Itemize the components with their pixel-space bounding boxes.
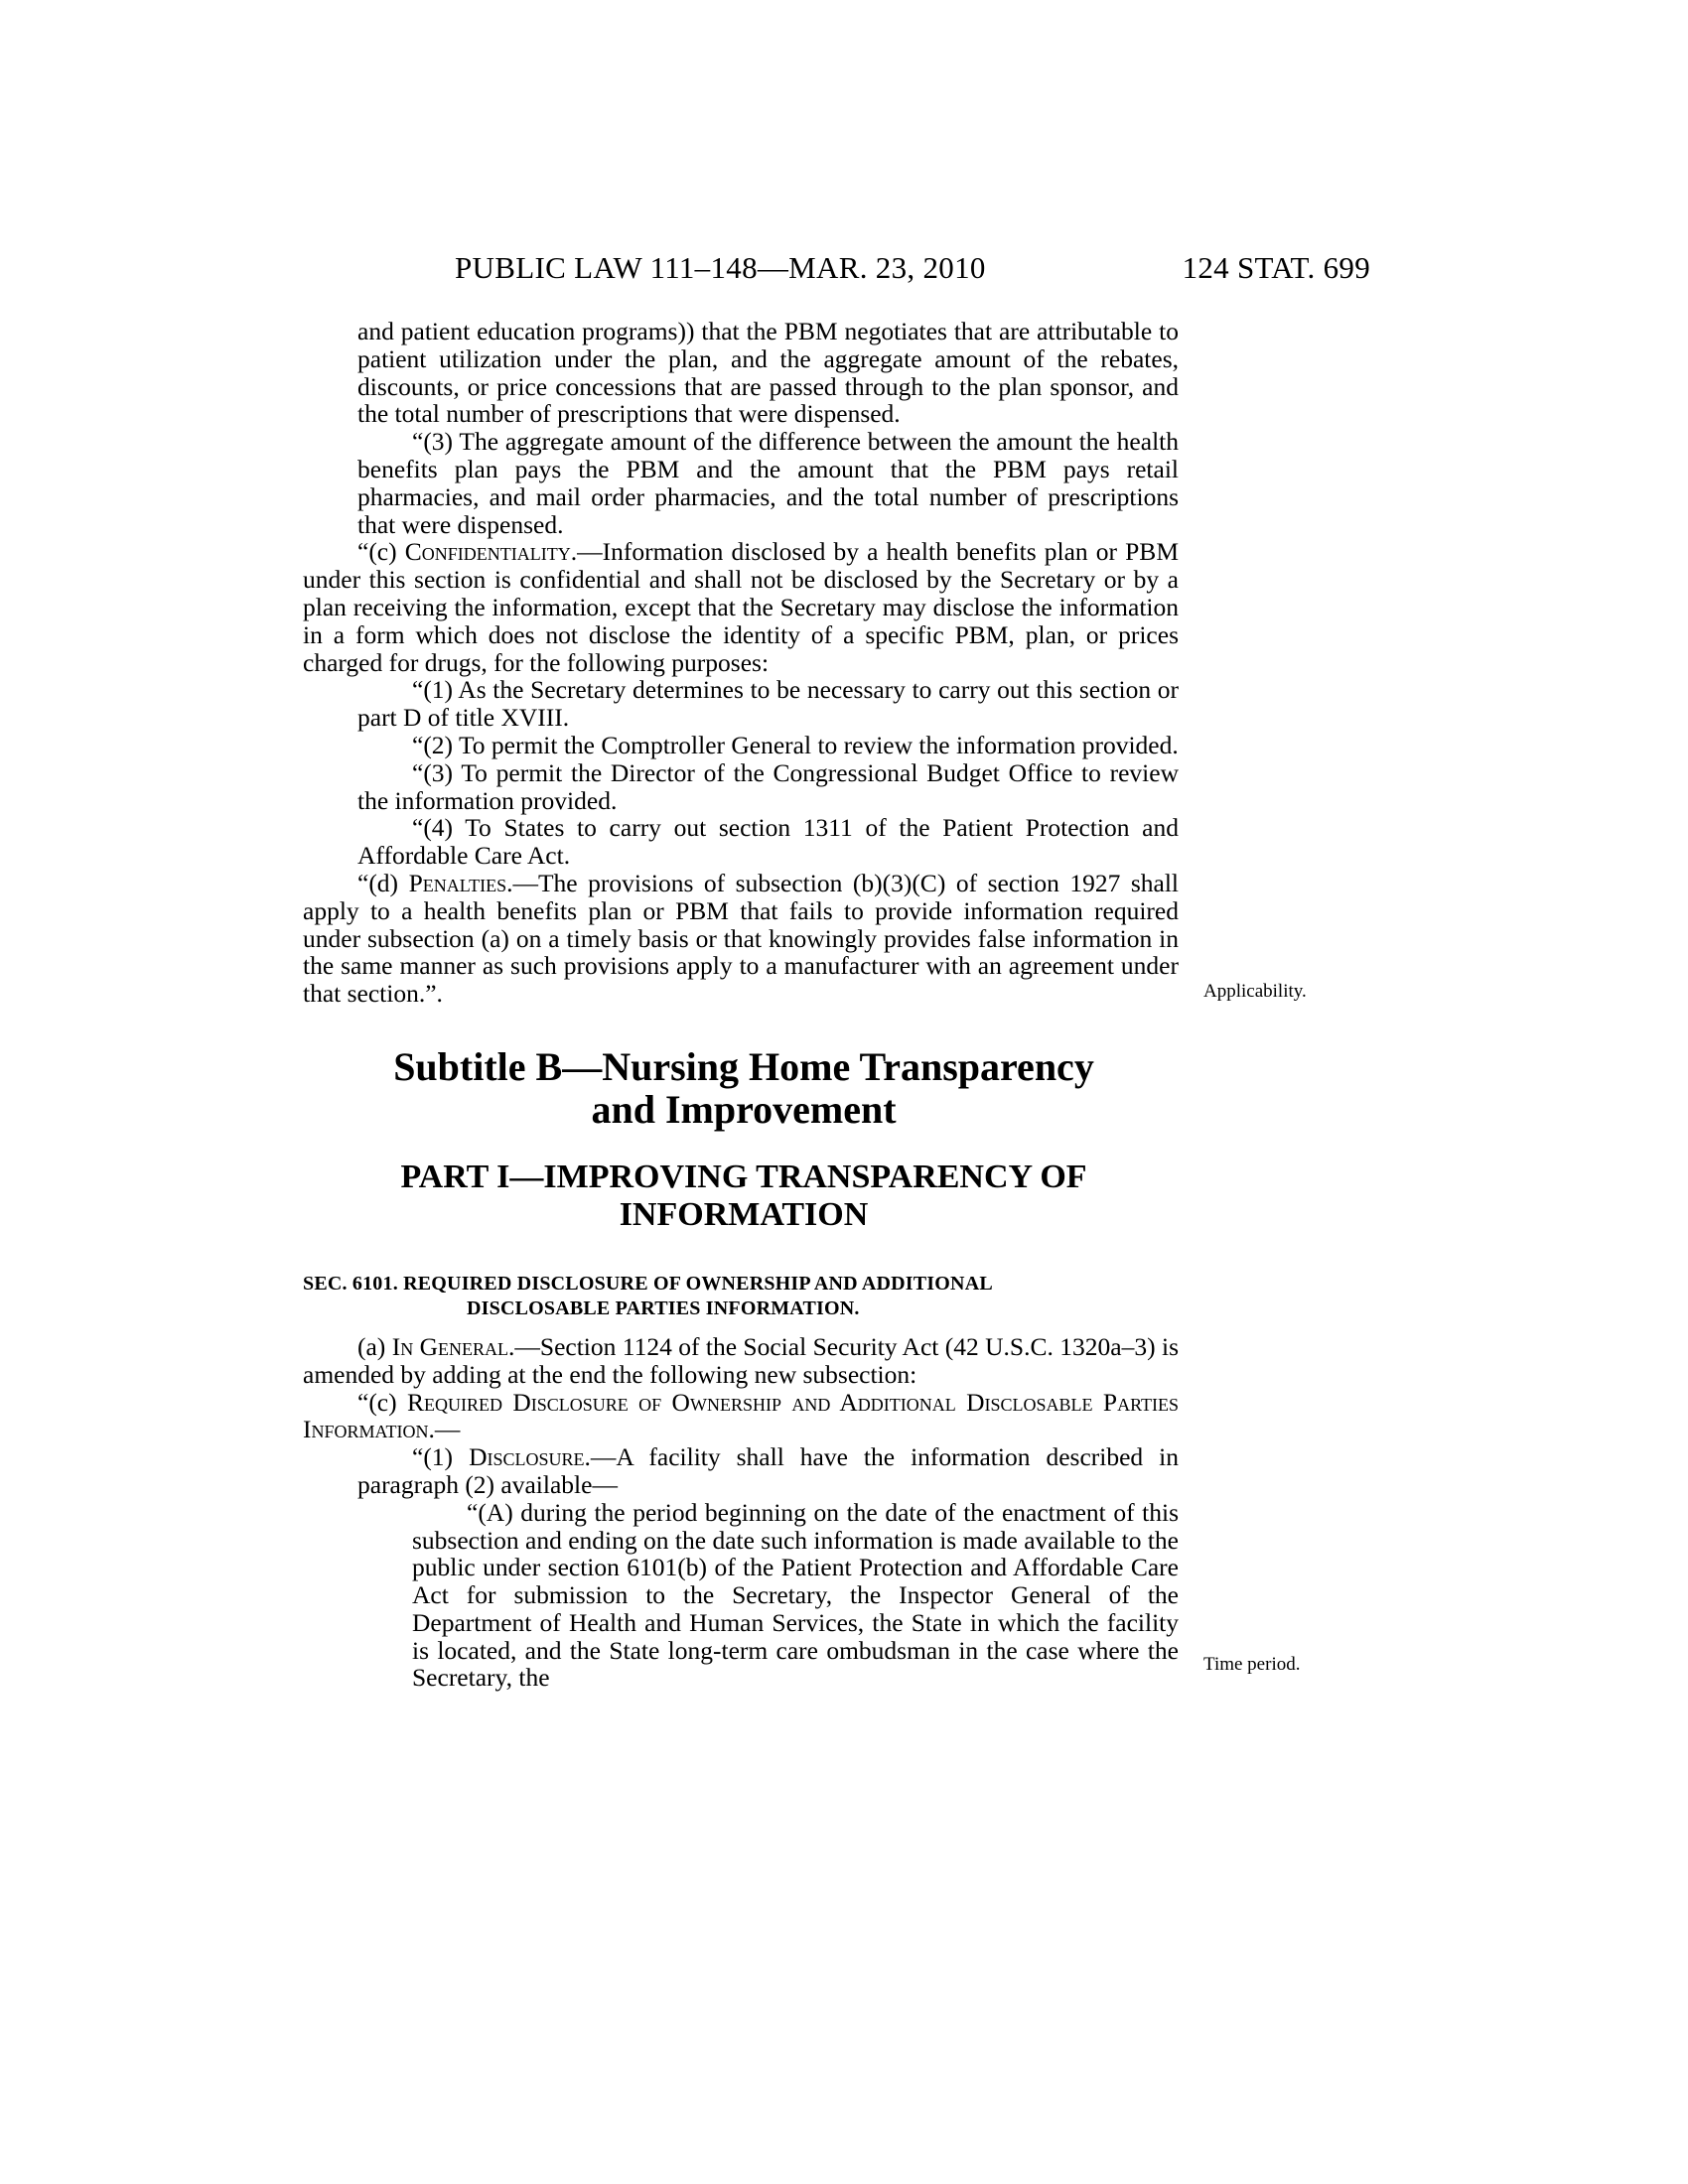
penalties-heading: Penalties [408, 868, 507, 897]
section-heading [303, 1272, 1179, 1321]
disclosure-text: .—A facility shall have the information described in paragraph (2) available— [357, 1442, 1180, 1499]
penalties-text: .—The provisions of subsection (b)(3)(C) of section 1927 shall apply to a health benefits plan or PBM that fails to provide information required under subsection (a) on a timely basis or that knowingly provides false information in the same manner as such provisions apply to a manufacturer with an agreement under that section.”. [303, 868, 1180, 1009]
section-heading-line-1: SEC. 6101. REQUIRED DISCLOSURE OF OWNERSHIP AND ADDITIONAL [303, 1272, 993, 1295]
paragraph-continuation: and patient education programs)) that the PBM negotiates that are attributable to patient utilization under the plan, and the aggregate amount of the rebates, discounts, or price concessions that are passed through to the plan sponsor, and the total number of prescriptions that were dispensed. [357, 317, 1179, 429]
margin-note-applicability: Applicability. [1203, 981, 1307, 1002]
subtitle-line-2: and Improvement [591, 1086, 897, 1132]
part-line-2: INFORMATION [619, 1195, 869, 1233]
header-stat-page: 124 STAT. 699 [1182, 250, 1370, 285]
in-general-lead: (a) [357, 1331, 386, 1361]
disclosure-heading: Disclosure [469, 1442, 585, 1472]
section-heading-line-2: DISCLOSABLE PARTIES INFORMATION. [467, 1297, 860, 1319]
disclosure-lead: “(1) [412, 1442, 454, 1472]
confidentiality-lead: “(c) [357, 537, 397, 567]
paragraph-purpose-1: “(1) As the Secretary determines to be necessary to carry out this section or part D of title XVIII. [357, 675, 1179, 733]
paragraph-penalties [303, 870, 1179, 1008]
margin-note-time-period: Time period. [1203, 1654, 1301, 1675]
paragraph-item-3: “(3) The aggregate amount of the difference between the amount the health benefits plan pays the PBM and the amount that the PBM pays retail pharmacies, and mail order pharmacies, and the total number of prescriptions that were dispensed. [357, 427, 1179, 539]
part-heading [303, 1159, 1179, 1234]
required-disclosure-text: .— [428, 1415, 461, 1444]
penalties-lead: “(d) [357, 868, 399, 897]
in-general-heading: In General [391, 1331, 509, 1361]
confidentiality-text: .—Information disclosed by a health benefits plan or PBM under this section is confidential and shall not be disclosed by the Secretary or by a plan receiving the information, except that the Secretary may disclose the information in a form which does not disclose the identity of a specific PBM, plan, or prices charged for drugs, for the following purposes: [303, 537, 1179, 677]
paragraph-purpose-4: “(4) To States to carry out section 1311 of the Patient Protection and Affordable Care Act. [357, 813, 1179, 871]
paragraph-purpose-3: “(3) To permit the Director of the Congressional Budget Office to review the information provided. [357, 757, 1179, 815]
paragraph-in-general [303, 1333, 1179, 1389]
document-body [303, 318, 1179, 1692]
paragraph-confidentiality [303, 538, 1179, 676]
in-general-text: .—Section 1124 of the Social Security Act (42 U.S.C. 1320a–3) is amended by adding at the end the following new subsection: [303, 1331, 1179, 1389]
paragraph-disclosure [303, 1443, 1179, 1499]
page-header [298, 250, 1370, 290]
subtitle-heading [303, 1045, 1179, 1131]
paragraph-purpose-2: “(2) To permit the Comptroller General to review the information provided. [412, 730, 1179, 759]
paragraph-subparagraph-a: “(A) during the period beginning on the date of the enactment of this subsection and ending on the date such information is made available to the public under section 6101(b) of the Patient Protection and Affordable Care Act for submission to the Secretary, the Inspector General of the Department of Health and Human Services, the State in which the facility is located, and the State long-term care ombudsman in the case where the Secretary, the [412, 1497, 1179, 1693]
header-law-citation: PUBLIC LAW 111–148—MAR. 23, 2010 [455, 250, 986, 285]
subtitle-line-1: Subtitle B—Nursing Home Transparency [393, 1043, 1094, 1089]
part-line-1: PART I—IMPROVING TRANSPARENCY OF [400, 1158, 1087, 1195]
required-disclosure-heading: Required Disclosure of Ownership and Additional Disclosable Parties Information [303, 1387, 1179, 1444]
confidentiality-heading: Confidentiality [404, 537, 571, 567]
required-disclosure-lead: “(c) [357, 1387, 397, 1417]
paragraph-required-disclosure [303, 1389, 1179, 1444]
